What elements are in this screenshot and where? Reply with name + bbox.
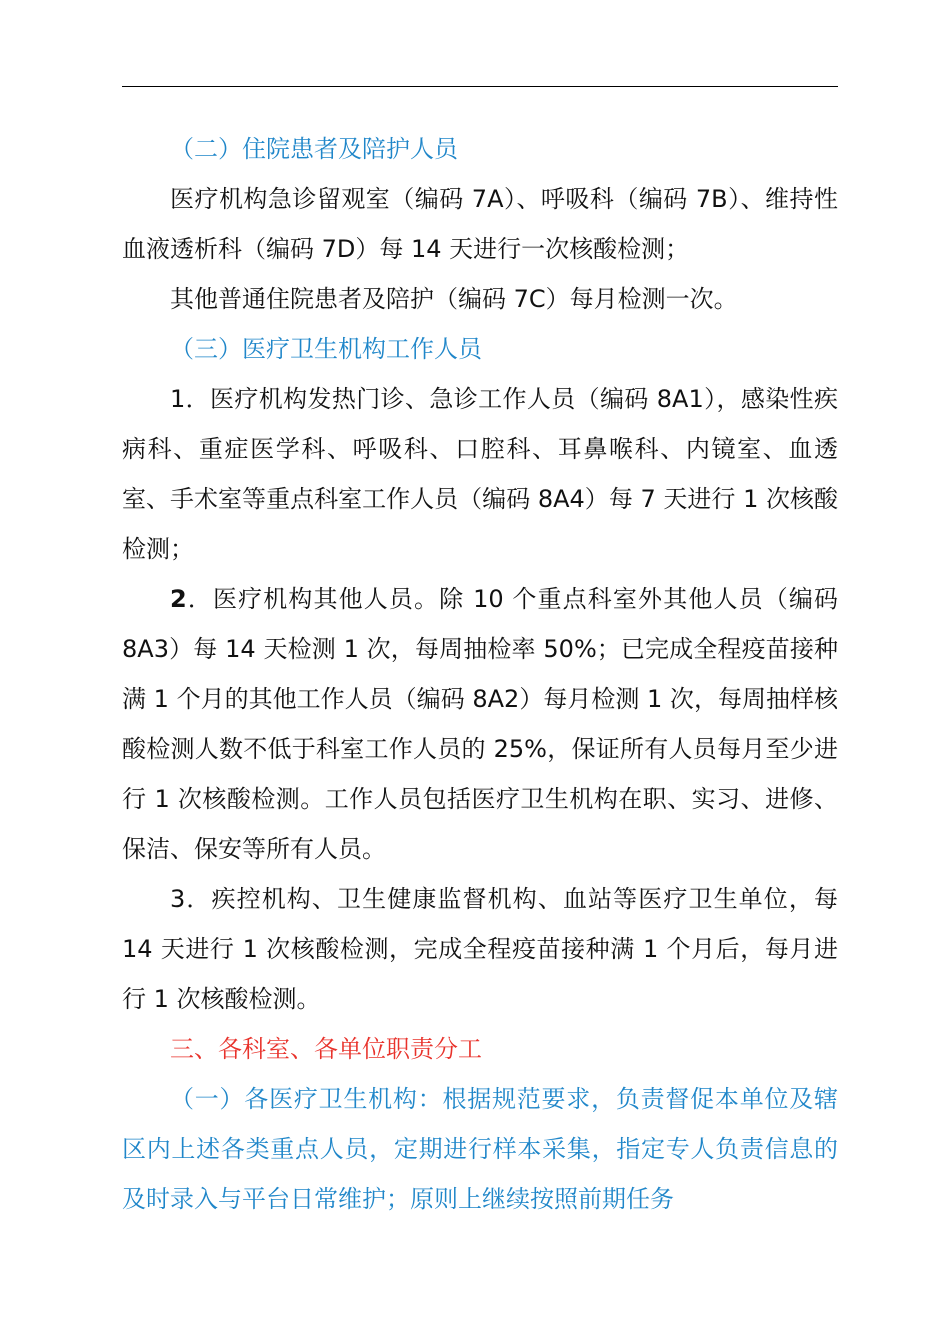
paragraph-staff-2-text: ．医疗机构其他人员。除 10 个重点科室外其他人员（编码 8A3）每 14 天检测 1 次，每周抽检率 50%；已完成全程疫苗接种满 1 个月的其他工作人员（编码 8A2）每月检测 1 次，每周抽样核酸检测人数不低于科室工作人员的 25%，保证所有人员每月至少进行 1 次核酸检测。工作人员包括医疗卫生机构在职、实习、进修、保洁、保安等所有人员。 (122, 585, 838, 863)
paragraph-section-3-1: （一）各医疗卫生机构：根据规范要求，负责督促本单位及辖区内上述各类重点人员，定期进行样本采集，指定专人负责信息的及时录入与平台日常维护；原则上继续按照前期任务 (122, 1085, 838, 1213)
paragraph-staff-3: 3．疾控机构、卫生健康监督机构、血站等医疗卫生单位，每 14 天进行 1 次核酸检测，完成全程疫苗接种满 1 个月后，每月进行 1 次核酸检测。 (122, 885, 838, 1013)
paragraph-staff-2 (122, 574, 838, 874)
paragraph-staff-1: 1．医疗机构发热门诊、急诊工作人员（编码 8A1），感染性疾病科、重症医学科、呼吸科、口腔科、耳鼻喉科、内镜室、血透室、手术室等重点科室工作人员（编码 8A4）每 7 天进行 1 次核酸检测； (122, 385, 838, 563)
heading-section-3: 三、各科室、各单位职责分工 (170, 1035, 482, 1063)
paragraph-staff-2-number: 2 (170, 585, 187, 613)
document-body (122, 124, 838, 1224)
paragraph-inpatients-1: 医疗机构急诊留观室（编码 7A）、呼吸科（编码 7B）、维持性血液透析科（编码 7D）每 14 天进行一次核酸检测； (122, 185, 838, 263)
header-rule (122, 86, 838, 87)
paragraph-inpatients-2: 其他普通住院患者及陪护（编码 7C）每月检测一次。 (170, 285, 738, 313)
heading-inpatients: （二）住院患者及陪护人员 (170, 135, 458, 163)
heading-medical-staff: （三）医疗卫生机构工作人员 (170, 335, 482, 363)
